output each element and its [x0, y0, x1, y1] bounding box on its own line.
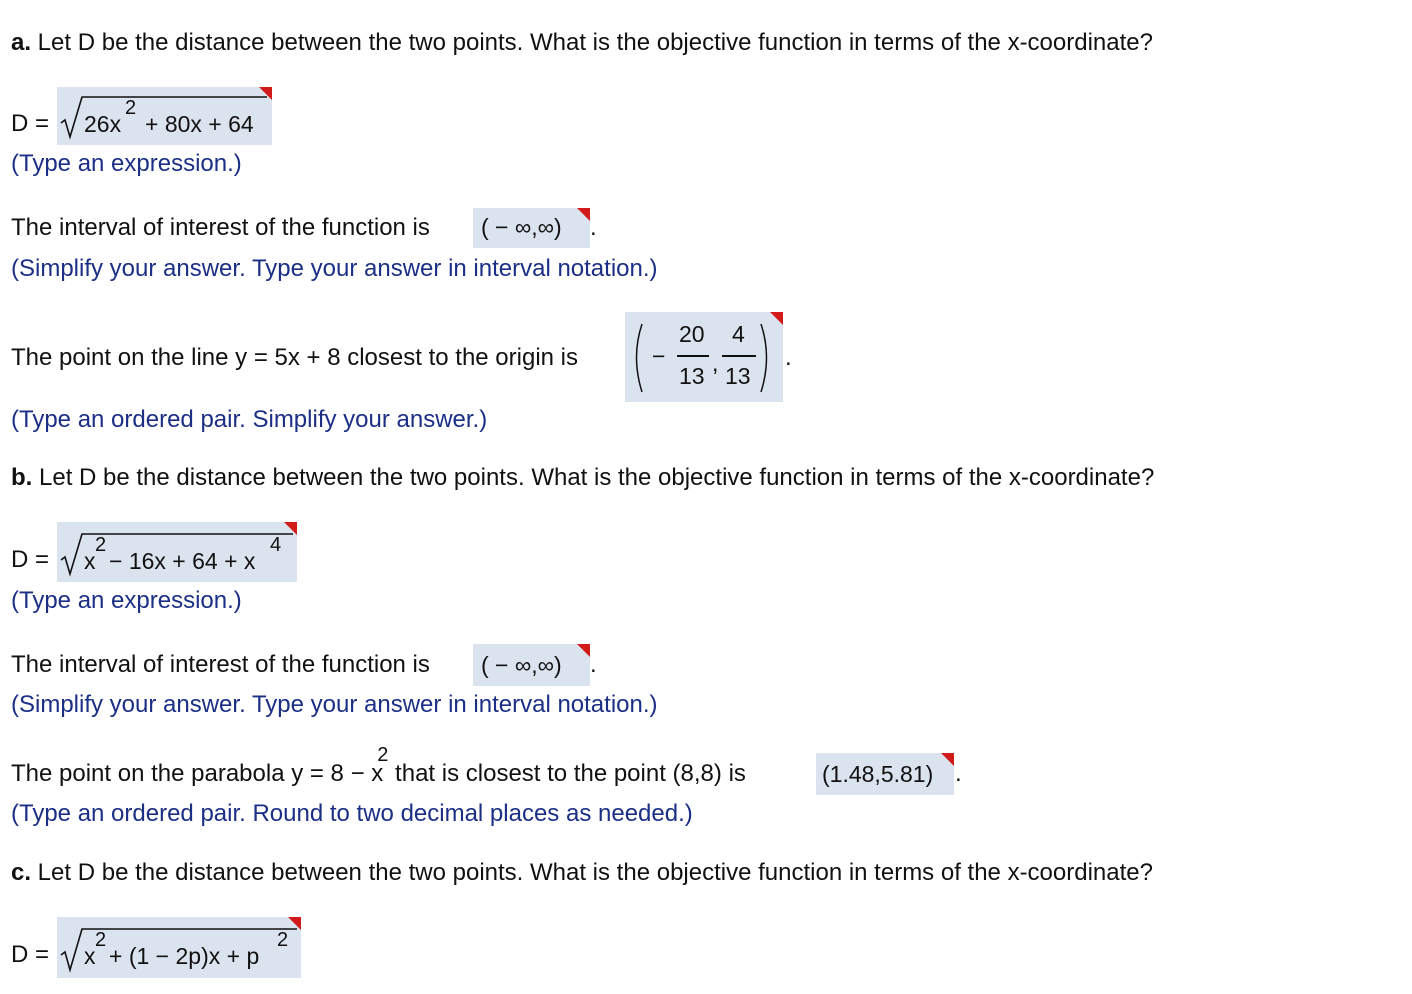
part-c-label: c. — [11, 859, 32, 886]
incorrect-flag-icon — [770, 312, 783, 325]
incorrect-flag-icon — [259, 87, 272, 100]
part-a-question: a. Let D be the distance between the two points. What is the objective function in terms of the x-coordinate? — [11, 29, 1153, 56]
part-a-interval-hint: (Simplify your answer. Type your answer in interval notation.) — [11, 255, 658, 282]
fraction-bar — [722, 355, 756, 357]
incorrect-flag-icon — [288, 917, 301, 930]
part-b-interval-prompt: The interval of interest of the function is — [11, 651, 430, 678]
part-a-interval-answer[interactable]: ( − ∞,∞) — [473, 208, 590, 248]
part-b-point-prompt: The point on the parabola $y = 8 - x^2$ that is closest to the point (8,8) is — [11, 744, 746, 787]
incorrect-flag-icon — [941, 753, 954, 766]
incorrect-flag-icon — [577, 644, 590, 657]
part-b-interval-hint: (Simplify your answer. Type your answer in interval notation.) — [11, 691, 658, 718]
part-c-question: c. Let D be the distance between the two points. What is the objective function in terms of the x-coordinate? — [11, 859, 1153, 886]
part-c-d-label: D = — [11, 941, 50, 968]
part-a-point-prompt: The point on the line y = 5x + 8 closest to the origin is — [11, 344, 578, 371]
part-b-point-answer[interactable]: (1.48,5.81) — [816, 753, 954, 795]
part-b-question: b. Let D be the distance between the two points. What is the objective function in terms of the x-coordinate? — [11, 464, 1155, 491]
part-b-d-label: D = — [11, 546, 50, 573]
part-a-interval-prompt: The interval of interest of the function is — [11, 214, 430, 241]
part-a-expression-hint: (Type an expression.) — [11, 150, 242, 177]
part-c-expression-answer[interactable]: x 2 + (1 − 2p)x + p 2 — [57, 917, 301, 978]
fraction-bar — [677, 355, 709, 357]
part-b-interval-answer[interactable]: ( − ∞,∞) — [473, 644, 590, 686]
part-a-expression-answer[interactable]: 26x 2 + 80x + 64 — [57, 87, 272, 145]
incorrect-flag-icon — [577, 208, 590, 221]
part-a-point-hint: (Type an ordered pair. Simplify your answer.) — [11, 406, 488, 433]
part-a-point-answer[interactable]: − 20 13 , 4 13 — [625, 312, 783, 402]
part-a-d-label: D = — [11, 110, 50, 137]
incorrect-flag-icon — [284, 522, 297, 535]
part-b-expression-answer[interactable]: x 2 − 16x + 64 + x 4 — [57, 522, 297, 582]
part-b-expression-hint: (Type an expression.) — [11, 587, 242, 614]
part-b-label: b. — [11, 464, 33, 491]
part-b-point-hint: (Type an ordered pair. Round to two decimal places as needed.) — [11, 800, 693, 827]
part-a-label: a. — [11, 29, 32, 56]
